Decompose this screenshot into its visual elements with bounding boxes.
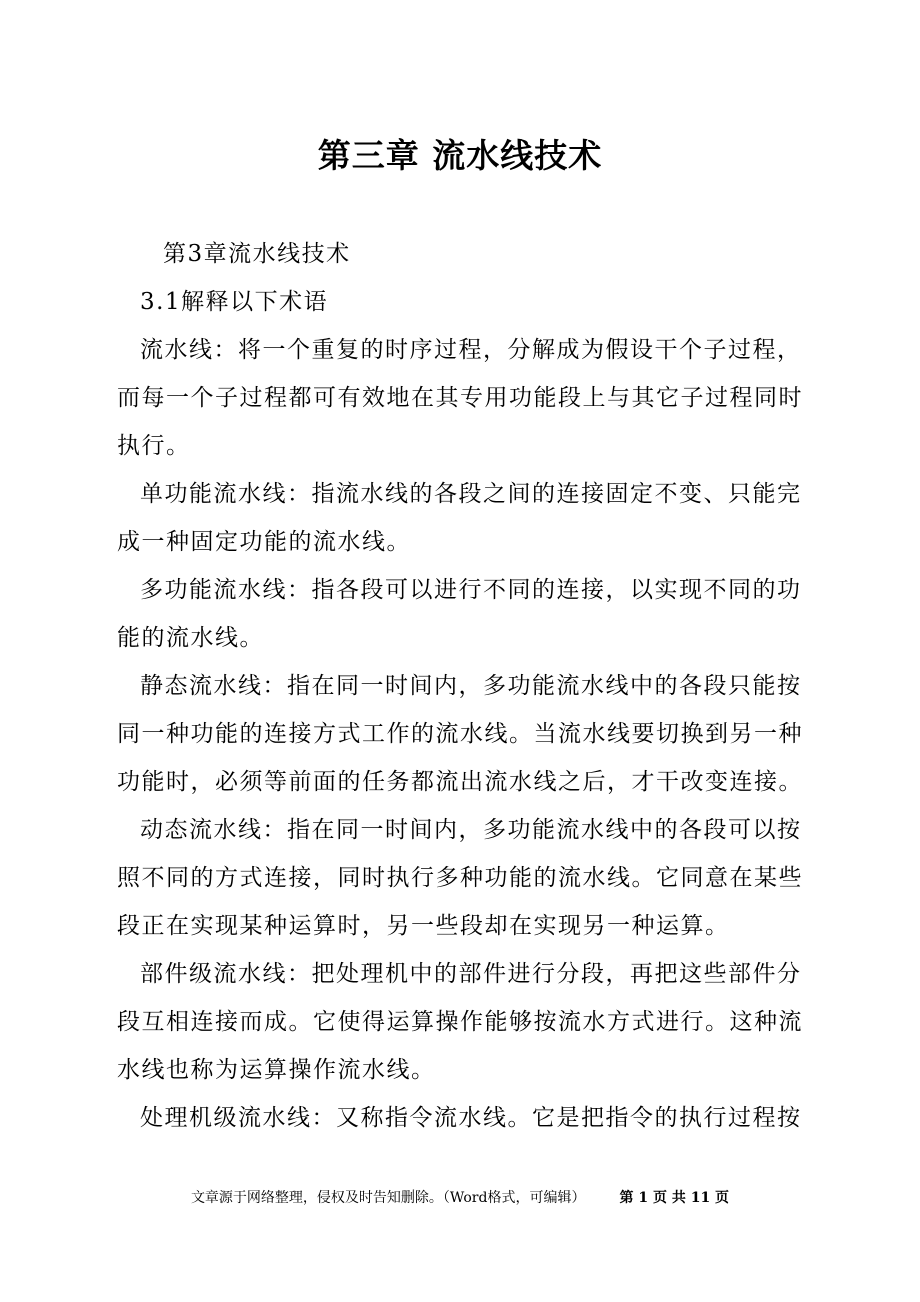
paragraph-static: 静态流水线：指在同一时间内，多功能流水线中的各段只能按同一种功能的连接方式工作的流水线。当流水线要切换到另一种功能时，必须等前面的任务都流出流水线之后，才干改变连接。: [117, 673, 803, 795]
paragraph-single-function: 单功能流水线：指流水线的各段之间的连接固定不变、只能完成一种固定功能的流水线。: [117, 481, 802, 555]
page-title: 第三章 流水线技术: [317, 136, 603, 175]
paragraph-component-level: 部件级流水线：把处理机中的部件进行分段，再把这些部件分段互相连接而成。它使得运算操作能够按流水方式进行。这种流水线也称为运算操作流水线。: [117, 961, 803, 1083]
paragraph-dynamic: 动态流水线：指在同一时间内，多功能流水线中的各段可以按照不同的方式连接，同时执行多种功能的流水线。它同意在某些段正在实现某种运算时，另一些段却在实现另一种运算。: [117, 817, 803, 939]
paragraph-multi-function: 多功能流水线：指各段可以进行不同的连接，以实现不同的功能的流水线。: [117, 577, 802, 651]
footer-source-note: 文章源于网络整理，侵权及时告知删除。（Word格式，可编辑）: [190, 1190, 586, 1206]
document-body: [117, 230, 807, 1142]
page-footer: [0, 1187, 920, 1209]
paragraph-processor-level: 处理机级流水线：又称指令流水线。它是把指令的执行过程按: [140, 1105, 802, 1131]
chapter-heading: 第3章流水线技术: [163, 241, 351, 267]
paragraph-pipeline: 流水线：将一个重复的时序过程，分解成为假设干个子过程，而每一个子过程都可有效地在其专用功能段上与其它子过程同时执行。: [117, 337, 803, 459]
section-heading: 3.1解释以下术语: [140, 289, 329, 315]
footer-page-indicator: 第 1 页 共 11 页: [619, 1190, 730, 1206]
